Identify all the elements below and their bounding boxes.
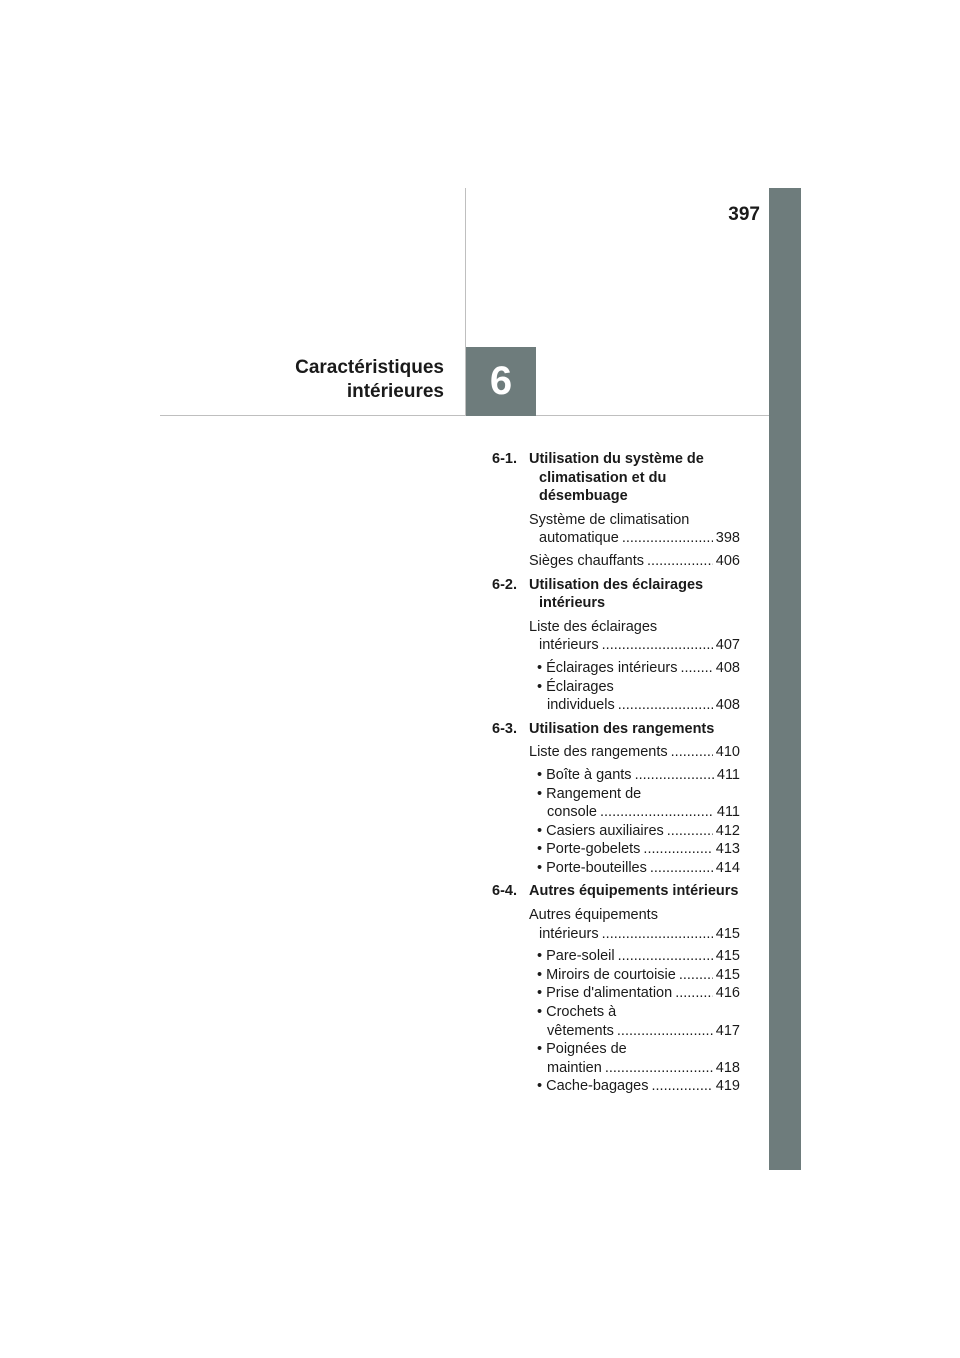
dot-leader — [617, 1022, 713, 1041]
entry-text-line1: • Poignées de — [537, 1041, 627, 1058]
entry-page-number: 398 — [715, 530, 740, 547]
toc-section-heading[interactable] — [492, 450, 740, 506]
entry-text: • Casiers auxiliaires — [537, 822, 664, 839]
dot-leader — [675, 984, 713, 1003]
entry-text: • Éclairages intérieurs — [537, 659, 678, 676]
entry-page-number: 413 — [715, 841, 740, 858]
dot-leader — [643, 840, 712, 859]
entry-text-line1: • Crochets à — [537, 1004, 617, 1021]
section-number: 6-1. — [492, 451, 517, 467]
toc-entry[interactable] — [492, 743, 740, 762]
section-number: 6-4. — [492, 883, 517, 900]
entry-page-number: 411 — [716, 804, 740, 821]
toc-entry[interactable] — [492, 984, 740, 1003]
dot-leader — [618, 947, 713, 966]
entry-page-number: 415 — [715, 966, 740, 983]
toc-section — [492, 576, 740, 715]
dot-leader — [600, 803, 714, 822]
toc-section — [492, 720, 740, 878]
chapter-title — [200, 356, 444, 404]
entry-text: • Boîte à gants — [537, 766, 632, 783]
entry-page-number: 419 — [715, 1078, 740, 1095]
toc-entry[interactable] — [492, 947, 740, 966]
section-title: Utilisation des rangements — [529, 720, 715, 737]
dot-leader — [618, 696, 713, 715]
dot-leader — [647, 552, 713, 571]
table-of-contents — [492, 450, 740, 1101]
dot-leader — [679, 966, 713, 985]
dot-leader — [650, 859, 713, 878]
entry-text: intérieurs — [539, 637, 599, 654]
dot-leader — [651, 1077, 712, 1096]
toc-entry[interactable] — [492, 552, 740, 571]
toc-entry[interactable] — [492, 906, 740, 943]
toc-entry[interactable] — [492, 1003, 740, 1040]
entry-text: • Porte-gobelets — [537, 841, 641, 858]
entry-page-number: 408 — [715, 659, 740, 676]
dot-leader — [622, 529, 713, 548]
toc-entry[interactable] — [492, 766, 740, 785]
entry-page-number: 415 — [715, 948, 740, 965]
toc-entry[interactable] — [492, 1077, 740, 1096]
entry-text-line1: • Éclairages — [537, 678, 614, 695]
entry-page-number: 416 — [715, 985, 740, 1002]
entry-page-number: 411 — [716, 766, 740, 783]
entry-text-line1: • Rangement de — [537, 785, 642, 802]
toc-entry[interactable] — [492, 618, 740, 655]
toc-section — [492, 450, 740, 571]
entry-text-line1: Liste des éclairages — [529, 618, 658, 635]
toc-entry[interactable] — [492, 859, 740, 878]
entry-page-number: 406 — [715, 552, 740, 569]
dot-leader — [635, 766, 714, 785]
dot-leader — [680, 659, 712, 678]
horizontal-divider — [160, 415, 769, 416]
toc-section-heading[interactable] — [492, 720, 740, 739]
entry-page-number: 412 — [715, 822, 740, 839]
page-number: 397 — [728, 204, 760, 225]
entry-page-number: 407 — [715, 637, 740, 654]
chapter-number-box — [466, 347, 536, 416]
entry-page-number: 417 — [715, 1022, 740, 1039]
toc-section-heading[interactable] — [492, 576, 740, 613]
chapter-title-line2: intérieures — [346, 381, 444, 402]
entry-text: • Cache-bagages — [537, 1078, 649, 1095]
dot-leader — [602, 636, 713, 655]
chapter-number: 6 — [489, 359, 513, 403]
entry-text: Sièges chauffants — [529, 552, 645, 569]
chapter-title-line1: Caractéristiques — [295, 357, 444, 378]
entry-text: • Pare-soleil — [537, 948, 615, 965]
entry-text: • Porte-bouteilles — [537, 859, 647, 876]
toc-entry[interactable] — [492, 678, 740, 715]
dot-leader — [605, 1059, 713, 1078]
entry-text: • Prise d'alimentation — [537, 985, 673, 1002]
dot-leader — [667, 822, 713, 841]
toc-entry[interactable] — [492, 785, 740, 822]
toc-entry[interactable] — [492, 659, 740, 678]
entry-text: • Miroirs de courtoisie — [537, 966, 676, 983]
entry-page-number: 414 — [715, 859, 740, 876]
dot-leader — [602, 925, 713, 944]
toc-entry[interactable] — [492, 822, 740, 841]
entry-text: intérieurs — [539, 925, 599, 942]
toc-entry[interactable] — [492, 511, 740, 548]
toc-entry[interactable] — [492, 840, 740, 859]
entry-text: vêtements — [547, 1022, 614, 1039]
entry-text-line1: Autres équipements — [529, 907, 658, 924]
section-title: Utilisation des éclairages intérieurs — [529, 576, 704, 612]
dot-leader — [671, 743, 713, 762]
entry-page-number: 418 — [715, 1059, 740, 1076]
toc-section — [492, 882, 740, 1096]
entry-page-number: 410 — [715, 744, 740, 761]
section-title: Autres équipements intérieurs — [529, 883, 739, 900]
entry-text: maintien — [547, 1059, 602, 1076]
section-number: 6-3. — [492, 720, 517, 737]
entry-text: Liste des rangements — [529, 744, 668, 761]
toc-entry[interactable] — [492, 966, 740, 985]
toc-section-heading[interactable] — [492, 882, 740, 901]
entry-text: console — [547, 804, 597, 821]
entry-page-number: 408 — [715, 697, 740, 714]
section-title: Utilisation du système de climatisation et du désembuage — [529, 451, 704, 505]
toc-entry[interactable] — [492, 1040, 740, 1077]
entry-page-number: 415 — [715, 925, 740, 942]
entry-text-line1: Système de climatisation — [529, 511, 690, 528]
entry-text: individuels — [547, 697, 615, 714]
chapter-side-tab — [769, 188, 801, 1170]
entry-text: automatique — [539, 530, 619, 547]
section-number: 6-2. — [492, 576, 517, 593]
